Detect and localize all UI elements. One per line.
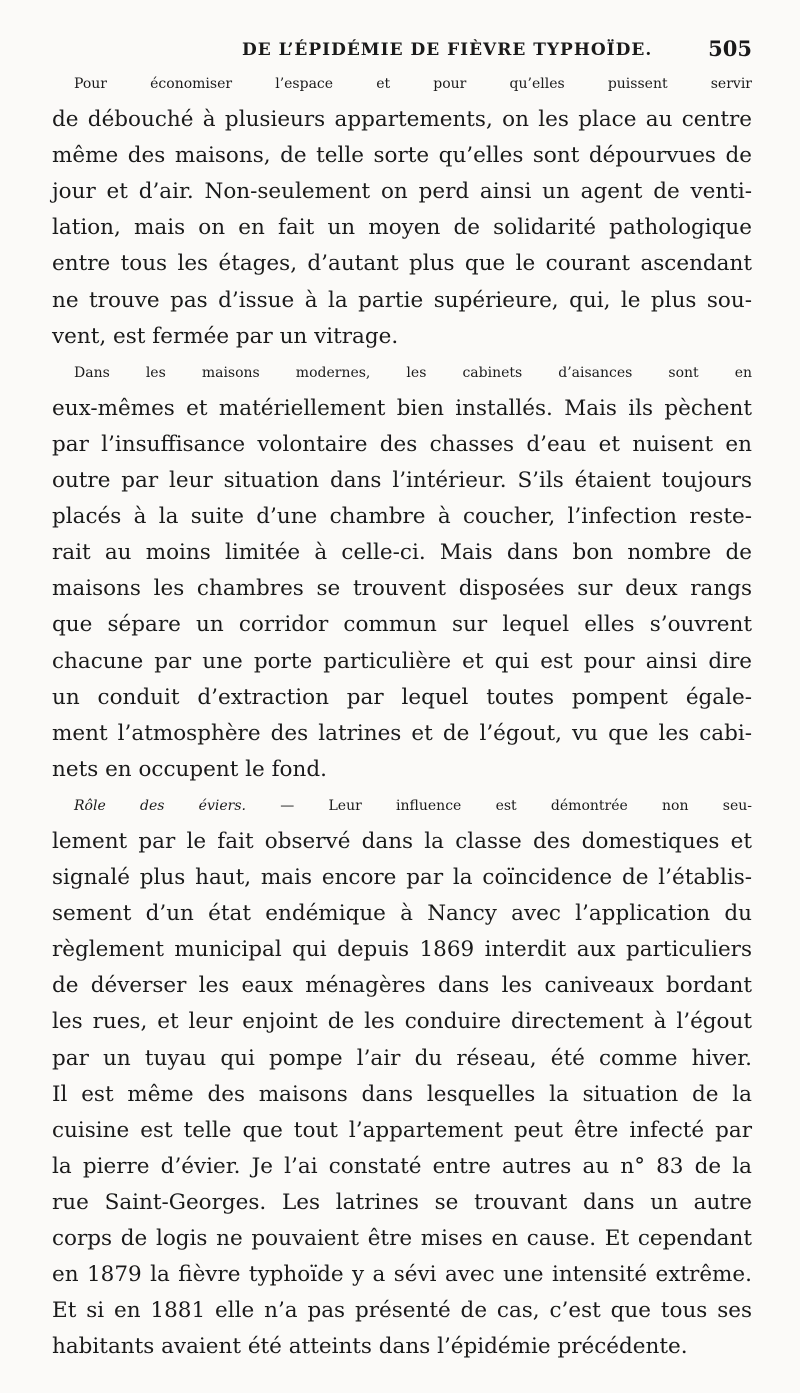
text-line	[52, 788, 752, 824]
text-line: jour et d’air. Non-seulement on perd ainsi un agent de venti-	[52, 179, 752, 205]
paragraph-3	[52, 788, 752, 1366]
text-line: signalé plus haut, mais encore par la coïncidence de l’établis-	[52, 865, 752, 891]
text-line: lation, mais on en fait un moyen de solidarité pathologique	[52, 215, 752, 241]
text-line: Il est même des maisons dans lesquelles la situation de la	[52, 1081, 752, 1107]
paragraph-2	[52, 355, 752, 788]
text-line: ne trouve pas d’issue à la partie supérieure, qui, le plus sou-	[52, 287, 752, 313]
text-line: par un tuyau qui pompe l’air du réseau, été comme hiver.	[52, 1045, 752, 1071]
text-line: Pour économiser l’espace et pour qu’elles puissent servir	[74, 76, 752, 92]
text-line: lement par le fait observé dans la classe des domestiques et	[52, 828, 752, 854]
body-text	[52, 66, 752, 1365]
text-fragment: — Leur influence est démontrée non seu-	[245, 797, 752, 814]
text-line: Dans les maisons modernes, les cabinets d’aisances sont en	[74, 364, 752, 381]
text-line: ment l’atmosphère des latrines et de l’égout, vu que les cabi-	[52, 720, 752, 746]
text-line: outre par leur situation dans l’intérieur. S’ils étaient toujours	[52, 468, 752, 494]
text-line: rue Saint-Georges. Les latrines se trouvant dans un autre	[52, 1189, 752, 1215]
text-line: vent, est fermée par un vitrage.	[52, 323, 399, 349]
text-line: les rues, et leur enjoint de les conduire directement à l’égout	[52, 1009, 752, 1035]
text-line: par l’insuffisance volontaire des chasses d’eau et nuisent en	[52, 431, 752, 457]
section-title: Rôle des éviers.	[74, 797, 246, 814]
text-line: placés à la suite d’une chambre à coucher, l’infection reste-	[52, 504, 752, 530]
text-line: eux-mêmes et matériellement bien installés. Mais ils pèchent	[52, 395, 752, 421]
text-line: cuisine est telle que tout l’appartement peut être infecté par	[52, 1117, 752, 1143]
text-line: maisons les chambres se trouvent disposées sur deux rangs	[52, 576, 752, 602]
paragraph-1	[52, 66, 752, 355]
text-line: rait au moins limitée à celle-ci. Mais dans bon nombre de	[52, 540, 752, 566]
text-line: de déverser les eaux ménagères dans les caniveaux bordant	[52, 973, 752, 999]
text-line: la pierre d’évier. Je l’ai constaté entre autres au n° 83 de la	[52, 1153, 752, 1179]
page-header	[52, 28, 752, 66]
running-head: DE L’ÉPIDÉMIE DE FIÈVRE TYPHOÏDE.	[242, 40, 653, 60]
text-line: règlement municipal qui depuis 1869 interdit aux particuliers	[52, 937, 752, 963]
text-line: un conduit d’extraction par lequel toutes pompent égale-	[52, 684, 752, 710]
text-line: nets en occupent le fond.	[52, 756, 327, 782]
text-line: Et si en 1881 elle n’a pas présenté de cas, c’est que tous ses	[52, 1298, 752, 1324]
text-line: corps de logis ne pouvaient être mises en cause. Et cependant	[52, 1226, 752, 1251]
text-line: de débouché à plusieurs appartements, on les place au centre	[52, 107, 752, 133]
text-line: même des maisons, de telle sorte qu’elles sont dépourvues de	[52, 143, 752, 169]
text-line: chacune par une porte particulière et qui est pour ainsi dire	[52, 648, 752, 674]
text-line: que sépare un corridor commun sur lequel elles s’ouvrent	[52, 612, 752, 638]
text-line: habitants avaient été atteints dans l’épidémie précédente.	[52, 1334, 688, 1360]
text-line: en 1879 la fièvre typhoïde y a sévi avec une intensité extrême.	[52, 1262, 752, 1288]
text-line: sement d’un état endémique à Nancy avec l’application du	[52, 901, 752, 927]
text-line: entre tous les étages, d’autant plus que le courant ascendant	[52, 251, 752, 277]
page-number: 505	[708, 36, 752, 61]
